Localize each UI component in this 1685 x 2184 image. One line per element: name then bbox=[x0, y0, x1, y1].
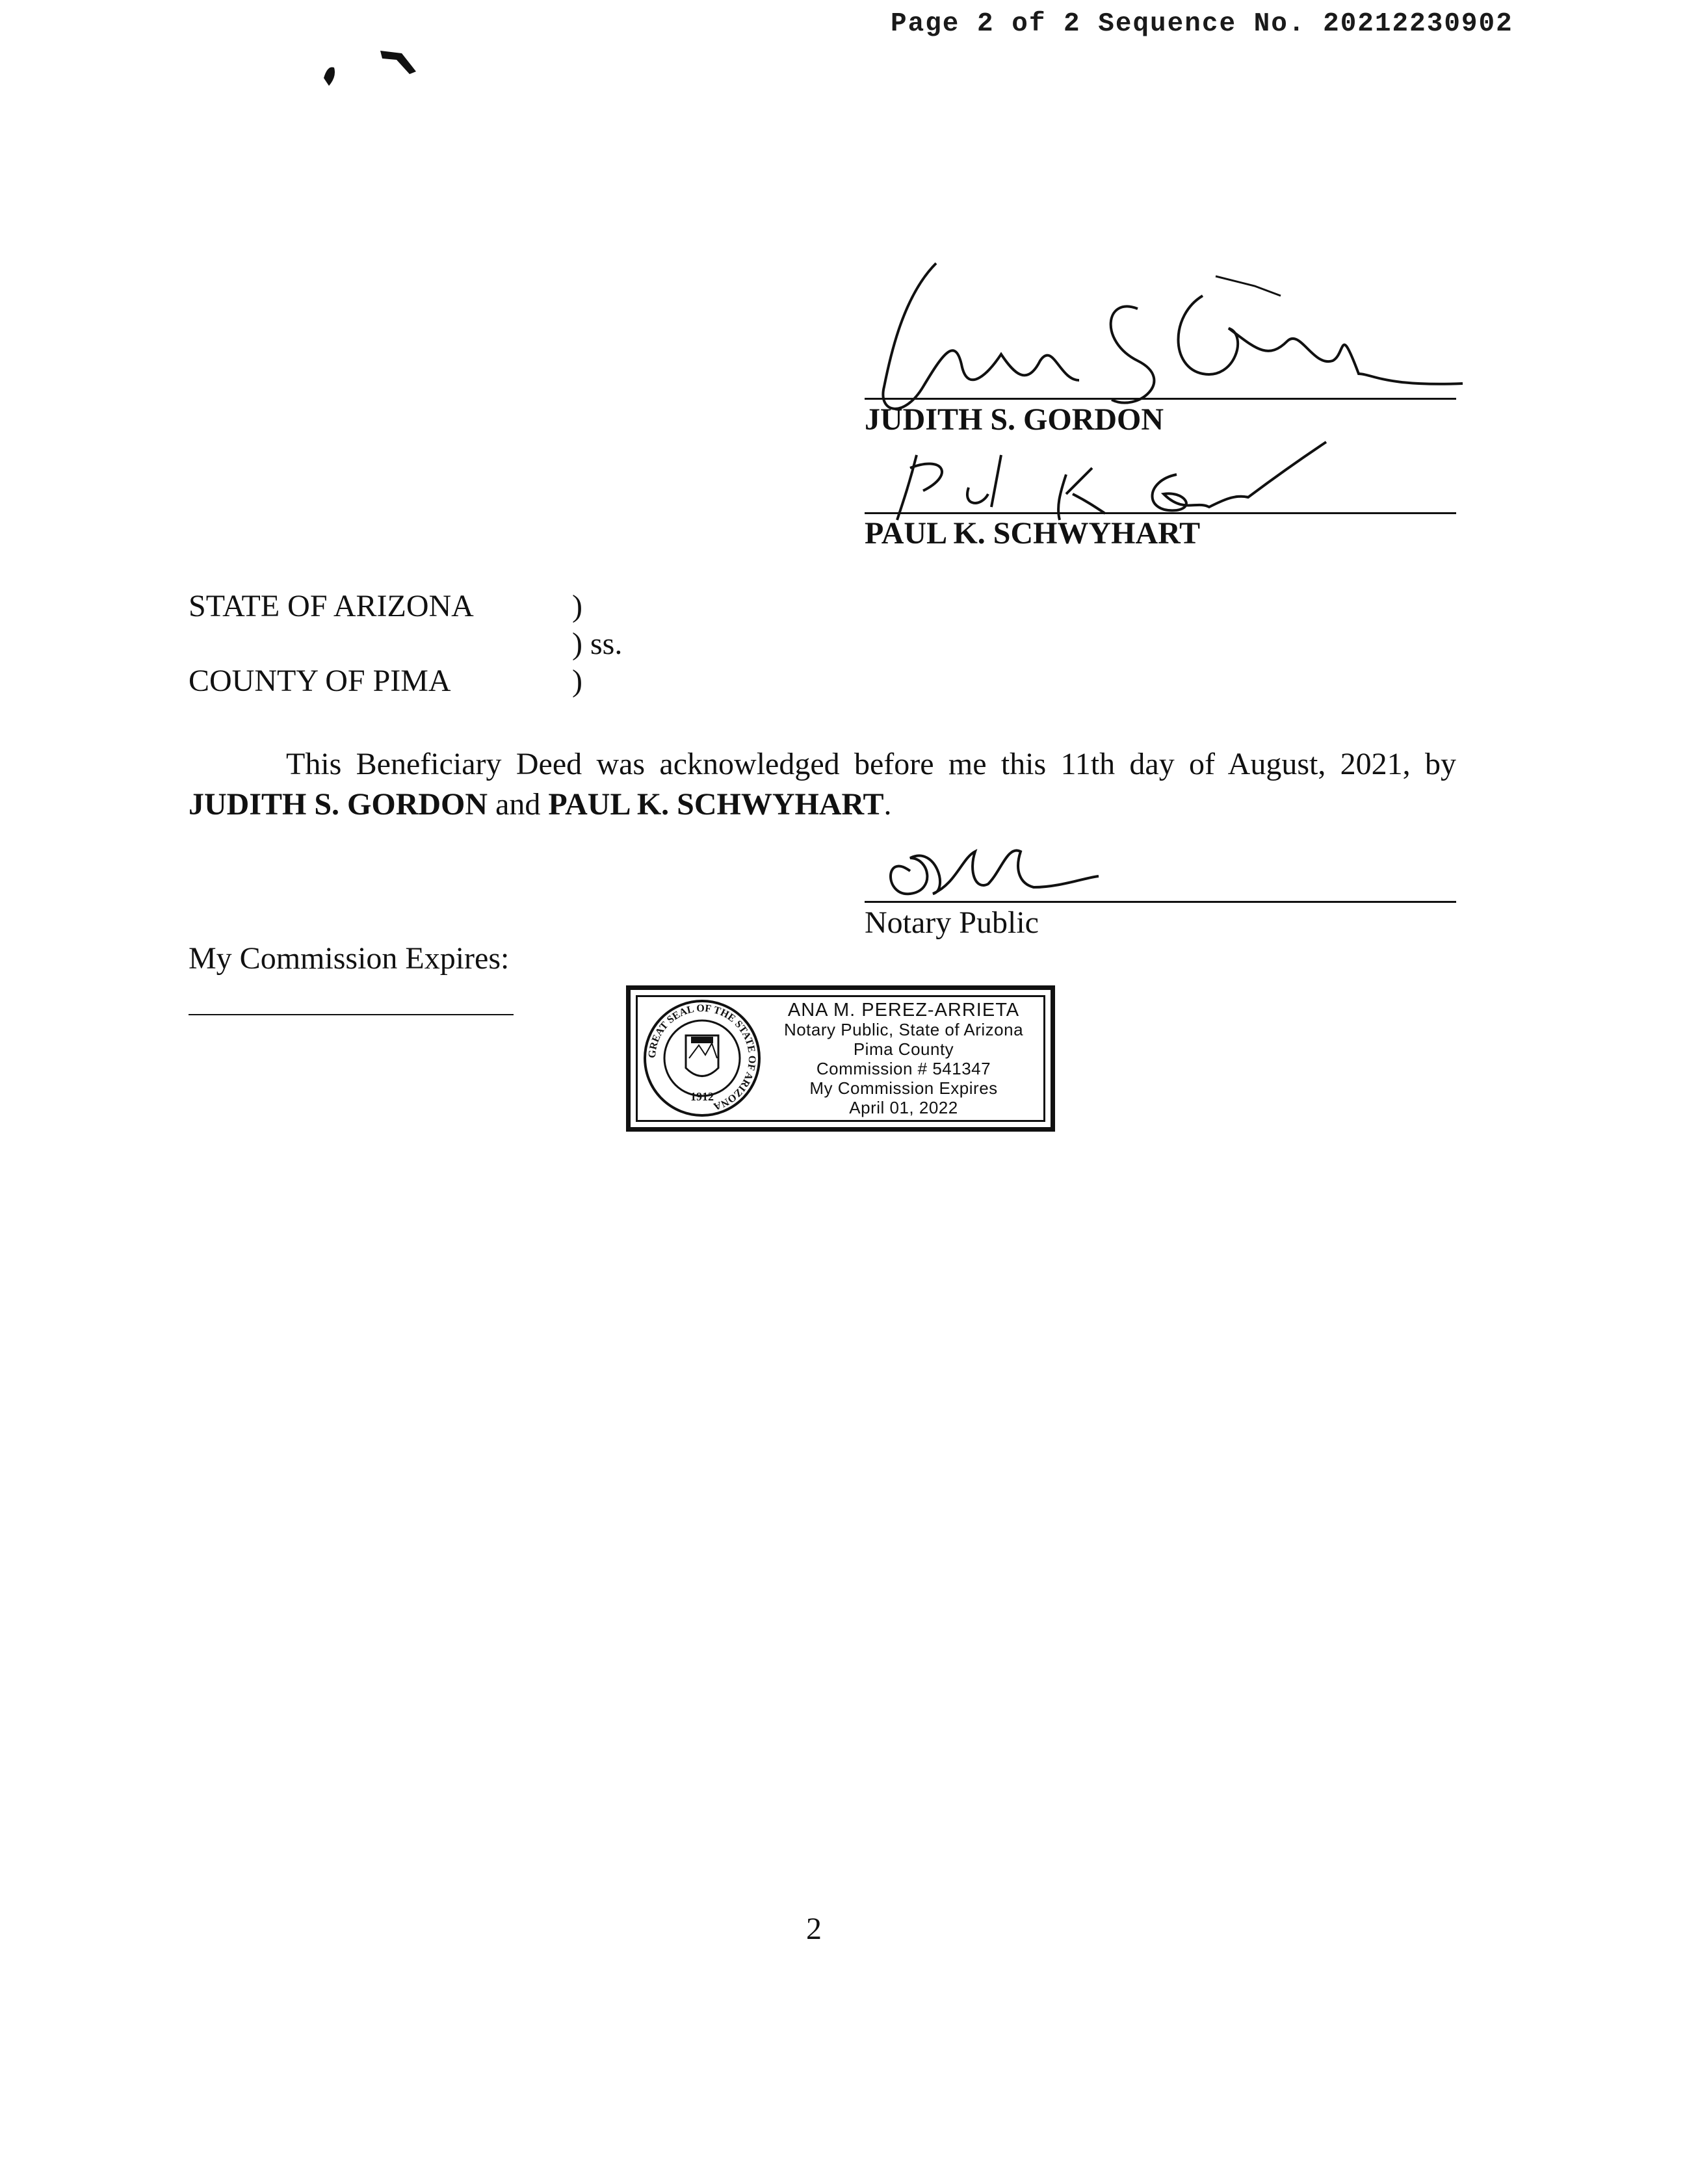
venue-paren-bottom: ) bbox=[572, 664, 582, 698]
stamp-notary-title: Notary Public, State of Arizona bbox=[783, 1020, 1024, 1039]
venue-ss: ) ss. bbox=[572, 627, 623, 661]
seal-year: 1912 bbox=[690, 1090, 714, 1103]
notary-stamp-text bbox=[761, 1000, 1047, 1117]
scan-smudge-marks bbox=[319, 46, 429, 91]
acknowledgment-text: This Beneficiary Deed was acknowledged before me this 11th day of August, 2021, by bbox=[286, 747, 1456, 781]
acknowledgment-end: . bbox=[883, 787, 892, 822]
page-sequence-header: Page 2 of 2 Sequence No. 20212230902 bbox=[891, 9, 1513, 39]
stamp-notary-name: ANA M. PEREZ-ARRIETA bbox=[787, 1000, 1020, 1020]
signature-line-2 bbox=[865, 512, 1456, 514]
notary-signature-line bbox=[865, 901, 1456, 903]
venue-paren-top: ) bbox=[572, 589, 582, 623]
notary-stamp bbox=[626, 985, 1055, 1132]
signature-line-1 bbox=[865, 398, 1456, 400]
stamp-commission-number: Commission # 541347 bbox=[816, 1059, 991, 1078]
stamp-expires-label: My Commission Expires bbox=[809, 1078, 998, 1098]
signer-name-2: PAUL K. SCHWYHART bbox=[865, 516, 1201, 551]
acknowledgment-connector: and bbox=[488, 787, 549, 822]
page-number: 2 bbox=[806, 1912, 822, 1946]
signature-notary bbox=[871, 832, 1118, 910]
stamp-expires-date: April 01, 2022 bbox=[849, 1098, 958, 1117]
stamp-county: Pima County bbox=[853, 1039, 954, 1059]
signature-judith-gordon bbox=[865, 257, 1469, 426]
acknowledgment-paragraph bbox=[189, 744, 1456, 825]
signer-name-1: JUDITH S. GORDON bbox=[865, 402, 1164, 437]
commission-expires-line bbox=[189, 1014, 514, 1015]
acknowledgment-name-2: PAUL K. SCHWYHART bbox=[548, 787, 884, 822]
venue-state: STATE OF ARIZONA bbox=[189, 589, 474, 623]
notary-public-label: Notary Public bbox=[865, 905, 1039, 940]
acknowledgment-name-1: JUDITH S. GORDON bbox=[189, 787, 488, 822]
commission-expires-label: My Commission Expires: bbox=[189, 941, 510, 976]
arizona-seal-icon bbox=[640, 996, 764, 1120]
seal-arc-text: GREAT SEAL OF THE STATE OF ARIZONA bbox=[646, 1002, 758, 1112]
venue-county: COUNTY OF PIMA bbox=[189, 664, 451, 698]
